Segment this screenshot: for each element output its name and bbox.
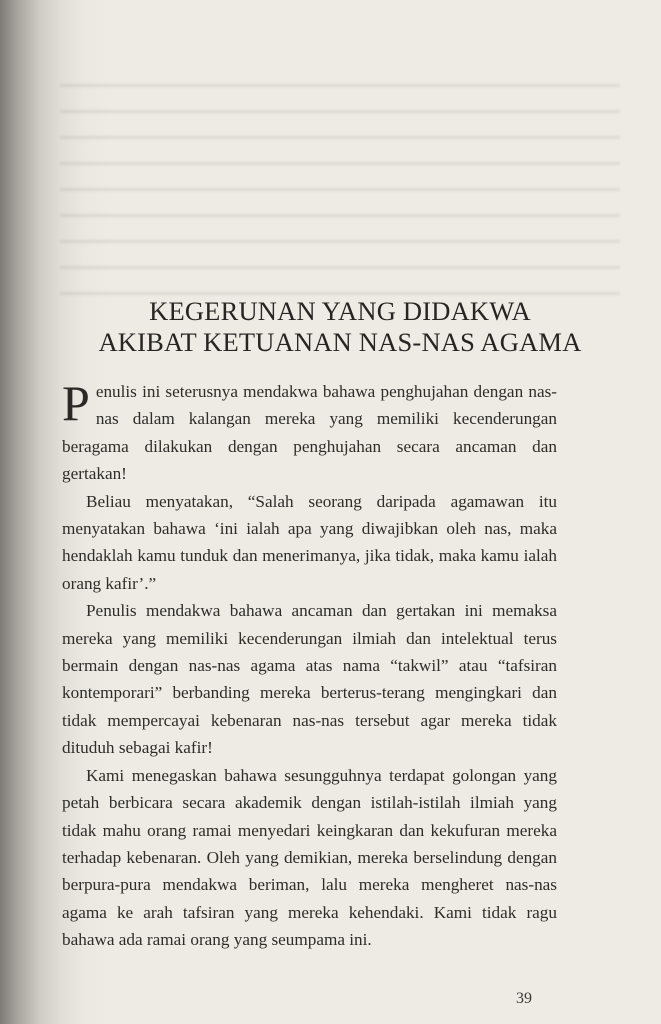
drop-cap: P [62,375,90,431]
paragraph-1-text: enulis ini seterusnya mendakwa bahawa penghujahan dengan nas-nas dalam kalangan mereka yang memiliki kecenderungan beragama dilakukan dengan penghujahan secara ancaman dan gertakan! [62,382,557,484]
paragraph-2: Beliau menyatakan, “Salah seorang daripada agamawan itu menyatakan bahawa ‘ini ialah apa yang diwajibkan oleh nas, maka hendaklah kamu tunduk dan menerimanya, jika tidak, maka kamu ialah orang kafir’.” [62,491,557,593]
page-number: 39 [516,990,532,1007]
paragraph-1 [62,375,557,488]
chapter-heading [60,296,620,358]
heading-line-1: KEGERUNAN YANG DIDAKWA [149,296,531,326]
heading-line-2: AKIBAT KETUANAN NAS-NAS AGAMA [98,327,582,357]
paragraph-4: Kami menegaskan bahawa sesungguhnya terdapat golongan yang petah berbicara secara akademik dengan istilah-istilah ilmiah yang tidak mahu orang ramai menyedari keingkaran dan kekufuran mereka terhadap kebenaran. Oleh yang demikian, mereka berselindung dengan berpura-pura mendakwa beriman, lalu mereka mengheret nas-nas agama ke arah tafsiran yang mereka kehendaki. Kami tidak ragu bahawa ada ramai orang yang seumpama ini. [62,765,557,950]
show-through-text [60,70,620,300]
paragraph-3: Penulis mendakwa bahawa ancaman dan gertakan ini memaksa mereka yang memiliki kecenderungan ilmiah dan intelektual terus bermain dengan nas-nas agama atas nama “takwil” atau “tafsiran kontemporari” berbanding mereka berterus-terang mengingkari dan tidak mempercayai kebenaran nas-nas tersebut agar mereka tidak dituduh sebagai kafir! [62,601,557,758]
body-text [62,375,557,954]
